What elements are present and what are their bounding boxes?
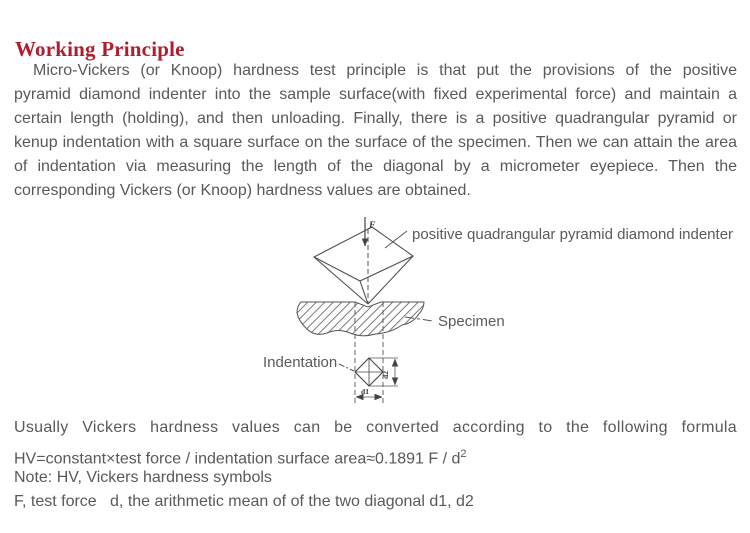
force-label: F xyxy=(369,221,376,231)
d2-label: d2 xyxy=(381,371,390,379)
d1-label: d1 xyxy=(361,387,369,396)
intro-line: certain length (holding), and then unloading. Finally, there is a positive quadrangular pyramid or xyxy=(14,110,737,127)
indenter-pyramid xyxy=(314,227,413,304)
page-title: Working Principle xyxy=(15,37,185,62)
intro-paragraph xyxy=(14,59,737,203)
intro-line: Micro-Vickers (or Knoop) hardness test principle is that put the provisions of the positive xyxy=(33,62,737,79)
formula-main: HV=constant×test force / indentation surface area≈0.1891 F / d xyxy=(14,450,461,468)
formula-superscript: 2 xyxy=(460,448,467,460)
indentation-label: Indentation xyxy=(263,354,338,371)
indenter-label: positive quadrangular pyramid diamond indenter xyxy=(412,226,734,243)
intro-line: corresponding Vickers (or Knoop) hardness values are obtained. xyxy=(14,182,471,199)
intro-line: kenup indentation with a square surface on the surface of the specimen. Then we can attain the area xyxy=(14,134,737,151)
formula-intro-line: Usually Vickers hardness values can be converted according to the following formula xyxy=(14,419,737,436)
legend-line: F, test force d, the arithmetic mean of of the two diagonal d1, d2 xyxy=(14,493,474,510)
specimen-shape xyxy=(297,302,424,336)
note-line: Note: HV, Vickers hardness symbols xyxy=(14,469,272,486)
indenter-leader-line xyxy=(385,231,407,248)
intro-line: pyramid diamond indenter into the sample surface(with fixed experimental force) and maintain a xyxy=(14,86,737,103)
intro-line: of indentation via measuring the length of the diagonal by a micrometer eyepiece. Then the xyxy=(14,158,737,175)
specimen-label: Specimen xyxy=(438,313,505,330)
indentation-leader-line xyxy=(339,364,354,371)
indentation-diamond xyxy=(355,358,383,386)
vickers-indentation-diagram xyxy=(255,215,745,415)
